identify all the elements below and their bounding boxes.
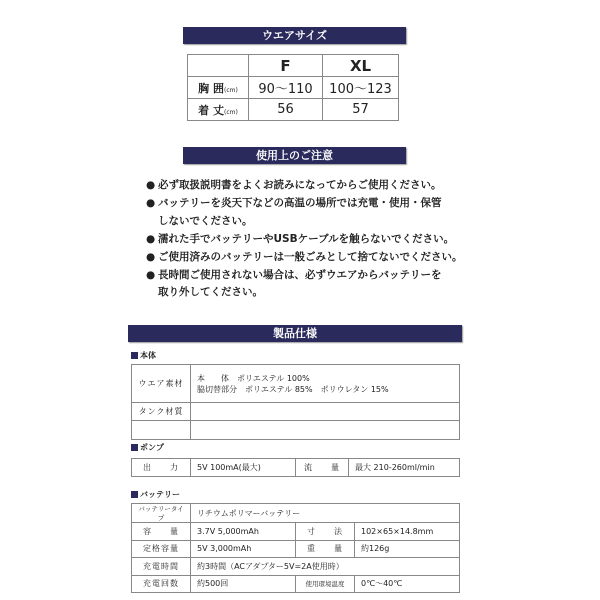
square-icon (131, 491, 138, 498)
chest-xl: 100〜123 (323, 77, 399, 99)
notice-item: しないでください。 (158, 214, 253, 227)
notice-item: ● バッテリーを炎天下などの高温の場所では充電・使用・保管 (146, 196, 442, 209)
chest-label: 胸 囲(cm) (188, 77, 249, 99)
square-icon (131, 352, 138, 359)
battery-subtitle: バッテリー (131, 489, 180, 500)
length-xl: 57 (323, 99, 399, 121)
size-table (187, 54, 399, 121)
size-header-xl: XL (323, 55, 399, 77)
battery-table: バッテリータイプ リチウムポリマーバッテリー 容 量 3.7V 5,000mAh 寸 法 102×65×14.8mm 定格容量 5V 3,000mAh 重 量 約126g 充電時間 約3時間（ACアダプター5V=2A使用時） 充電回数 約500回 使用環境温度 0℃〜40℃ (131, 503, 460, 593)
body-subtitle: 本体 (131, 350, 156, 361)
square-icon (131, 444, 138, 451)
notice-item: ● 必ず取扱説明書をよくお読みになってからご使用ください。 (146, 179, 442, 191)
notice-list (146, 177, 463, 302)
body-table: ウエア素材 本 体 ポリエステル 100% 脇切替部分 ポリエステル 85% ポリウレタン 15% タンク材質 (131, 364, 460, 440)
pump-table: 出 力 5V 100mA(最大) 流 量 最大 210-260ml/min (131, 458, 460, 477)
notice-section-title: 使用上のご注意 (183, 147, 406, 164)
spec-section-title: 製品仕様 (128, 325, 462, 342)
notice-item: ● 濡れた手でバッテリーやUSBケーブルを触らないでください。 (146, 232, 455, 245)
chest-f: 90〜110 (249, 77, 323, 99)
notice-item: ● ご使用済みのバッテリーは一般ごみとして捨てないでください。 (146, 250, 463, 263)
notice-item: ● 長時間ご使用されない場合は、必ずウエアからバッテリーを (146, 268, 442, 281)
size-header-f: F (249, 55, 323, 77)
notice-item: 取り外してください。 (158, 286, 263, 299)
length-f: 56 (249, 99, 323, 121)
size-section-title: ウエアサイズ (183, 27, 406, 44)
pump-subtitle: ポンプ (131, 442, 164, 453)
length-label: 着 丈(cm) (188, 99, 249, 121)
